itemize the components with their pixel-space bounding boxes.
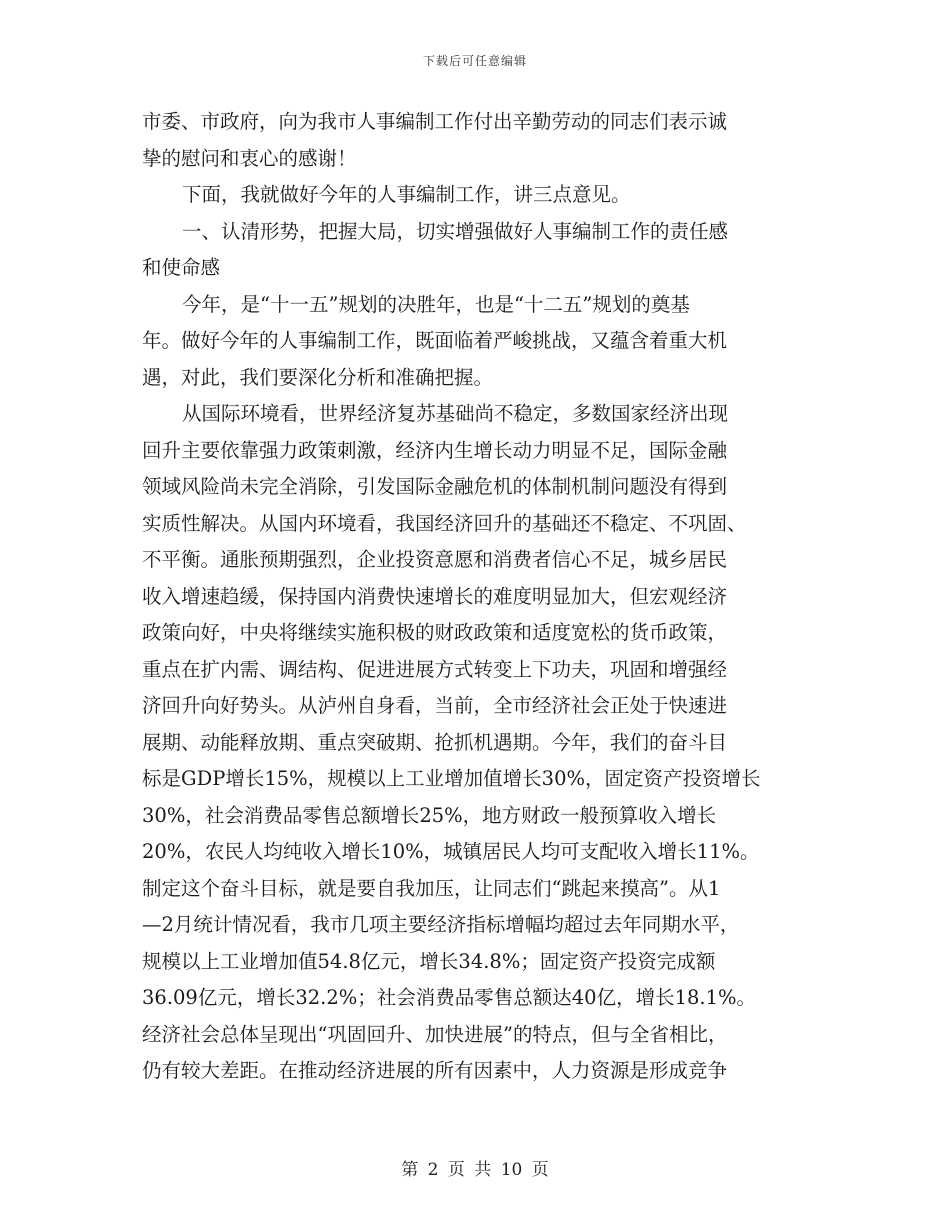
text-line: 实质性解决。从国内环境看，我国经济回升的基础还不稳定、不巩固、 (142, 511, 747, 535)
text-line: 和使命感 (142, 256, 221, 279)
text-line: 遇，对此，我们要深化分析和准确把握。 (142, 365, 494, 389)
text-line: 年。做好今年的人事编制工作，既面临着严峻挑战，又蕴含着重大机 (142, 329, 728, 352)
text-line: 回升主要依靠强力政策刺激，经济内生增长动力明显不足，国际金融 (142, 438, 728, 462)
text-line: 从国际环境看，世界经济复苏基础尚不稳定，多数国家经济出现 (182, 402, 729, 425)
body-text (142, 104, 804, 1090)
text-line: 30%，社会消费品零售总额增长25%，地方财政一般预算收入增长 (142, 803, 717, 827)
text-line: 20%，农民人均纯收入增长10%，城镇居民人均可支配收入增长11%。 (142, 840, 760, 863)
text-line: 下面，我就做好今年的人事编制工作，讲三点意见。 (182, 183, 631, 206)
text-line: 规模以上工业增加值54.8亿元，增长34.8%；固定资产投资完成额 (142, 949, 716, 973)
text-line: 收入增速趋缓，保持国内消费快速增长的难度明显加大，但宏观经济 (142, 584, 728, 608)
text-line: 领域风险尚未完全消除，引发国际金融危机的体制机制问题没有得到 (142, 475, 728, 498)
text-line: 经济社会总体呈现出“巩固回升、加快进展”的特点，但与全省相比， (142, 1022, 728, 1046)
text-line: 制定这个奋斗目标，就是要自我加压，让同志们“跳起来摸高”。从1 (142, 876, 721, 900)
text-line: —2月统计情况看，我市几项主要经济指标增幅均超过去年同期水平， (142, 913, 740, 936)
text-line: 济回升向好势头。从泸州自身看，当前，全市经济社会正处于快速进 (142, 694, 728, 717)
text-line: 标是GDP增长15%，规模以上工业增加值增长30%，固定资产投资增长 (142, 767, 761, 790)
text-line: 仍有较大差距。在推动经济进展的所有因素中，人力资源是形成竞争 (142, 1059, 728, 1082)
text-line: 一、认清形势，把握大局，切实增强做好人事编制工作的责任感 (182, 219, 729, 243)
text-line: 今年，是“十一五”规划的决胜年，也是“十二五”规划的奠基 (182, 292, 690, 316)
text-line: 36.09亿元，增长32.2%；社会消费品零售总额达40亿，增长18.1%。 (142, 986, 757, 1009)
text-line: 市委、市政府，向为我市人事编制工作付出辛勤劳动的同志们表示诚 (142, 110, 728, 133)
text-line: 政策向好，中央将继续实施积极的财政政策和适度宽松的货币政策， (142, 621, 728, 644)
page-footer: 第 2 页 共 10 页 (401, 1160, 549, 1180)
header-note: 下载后可任意编辑 (422, 54, 527, 68)
text-line: 重点在扩内需、调结构、促进进展方式转变上下功夫，巩固和增强经 (142, 657, 728, 681)
text-line: 挚的慰问和衷心的感谢！ (142, 146, 357, 170)
text-line: 不平衡。通胀预期强烈，企业投资意愿和消费者信心不足，城乡居民 (142, 548, 728, 571)
text-line: 展期、动能释放期、重点突破期、抢抓机遇期。今年，我们的奋斗目 (142, 730, 728, 754)
